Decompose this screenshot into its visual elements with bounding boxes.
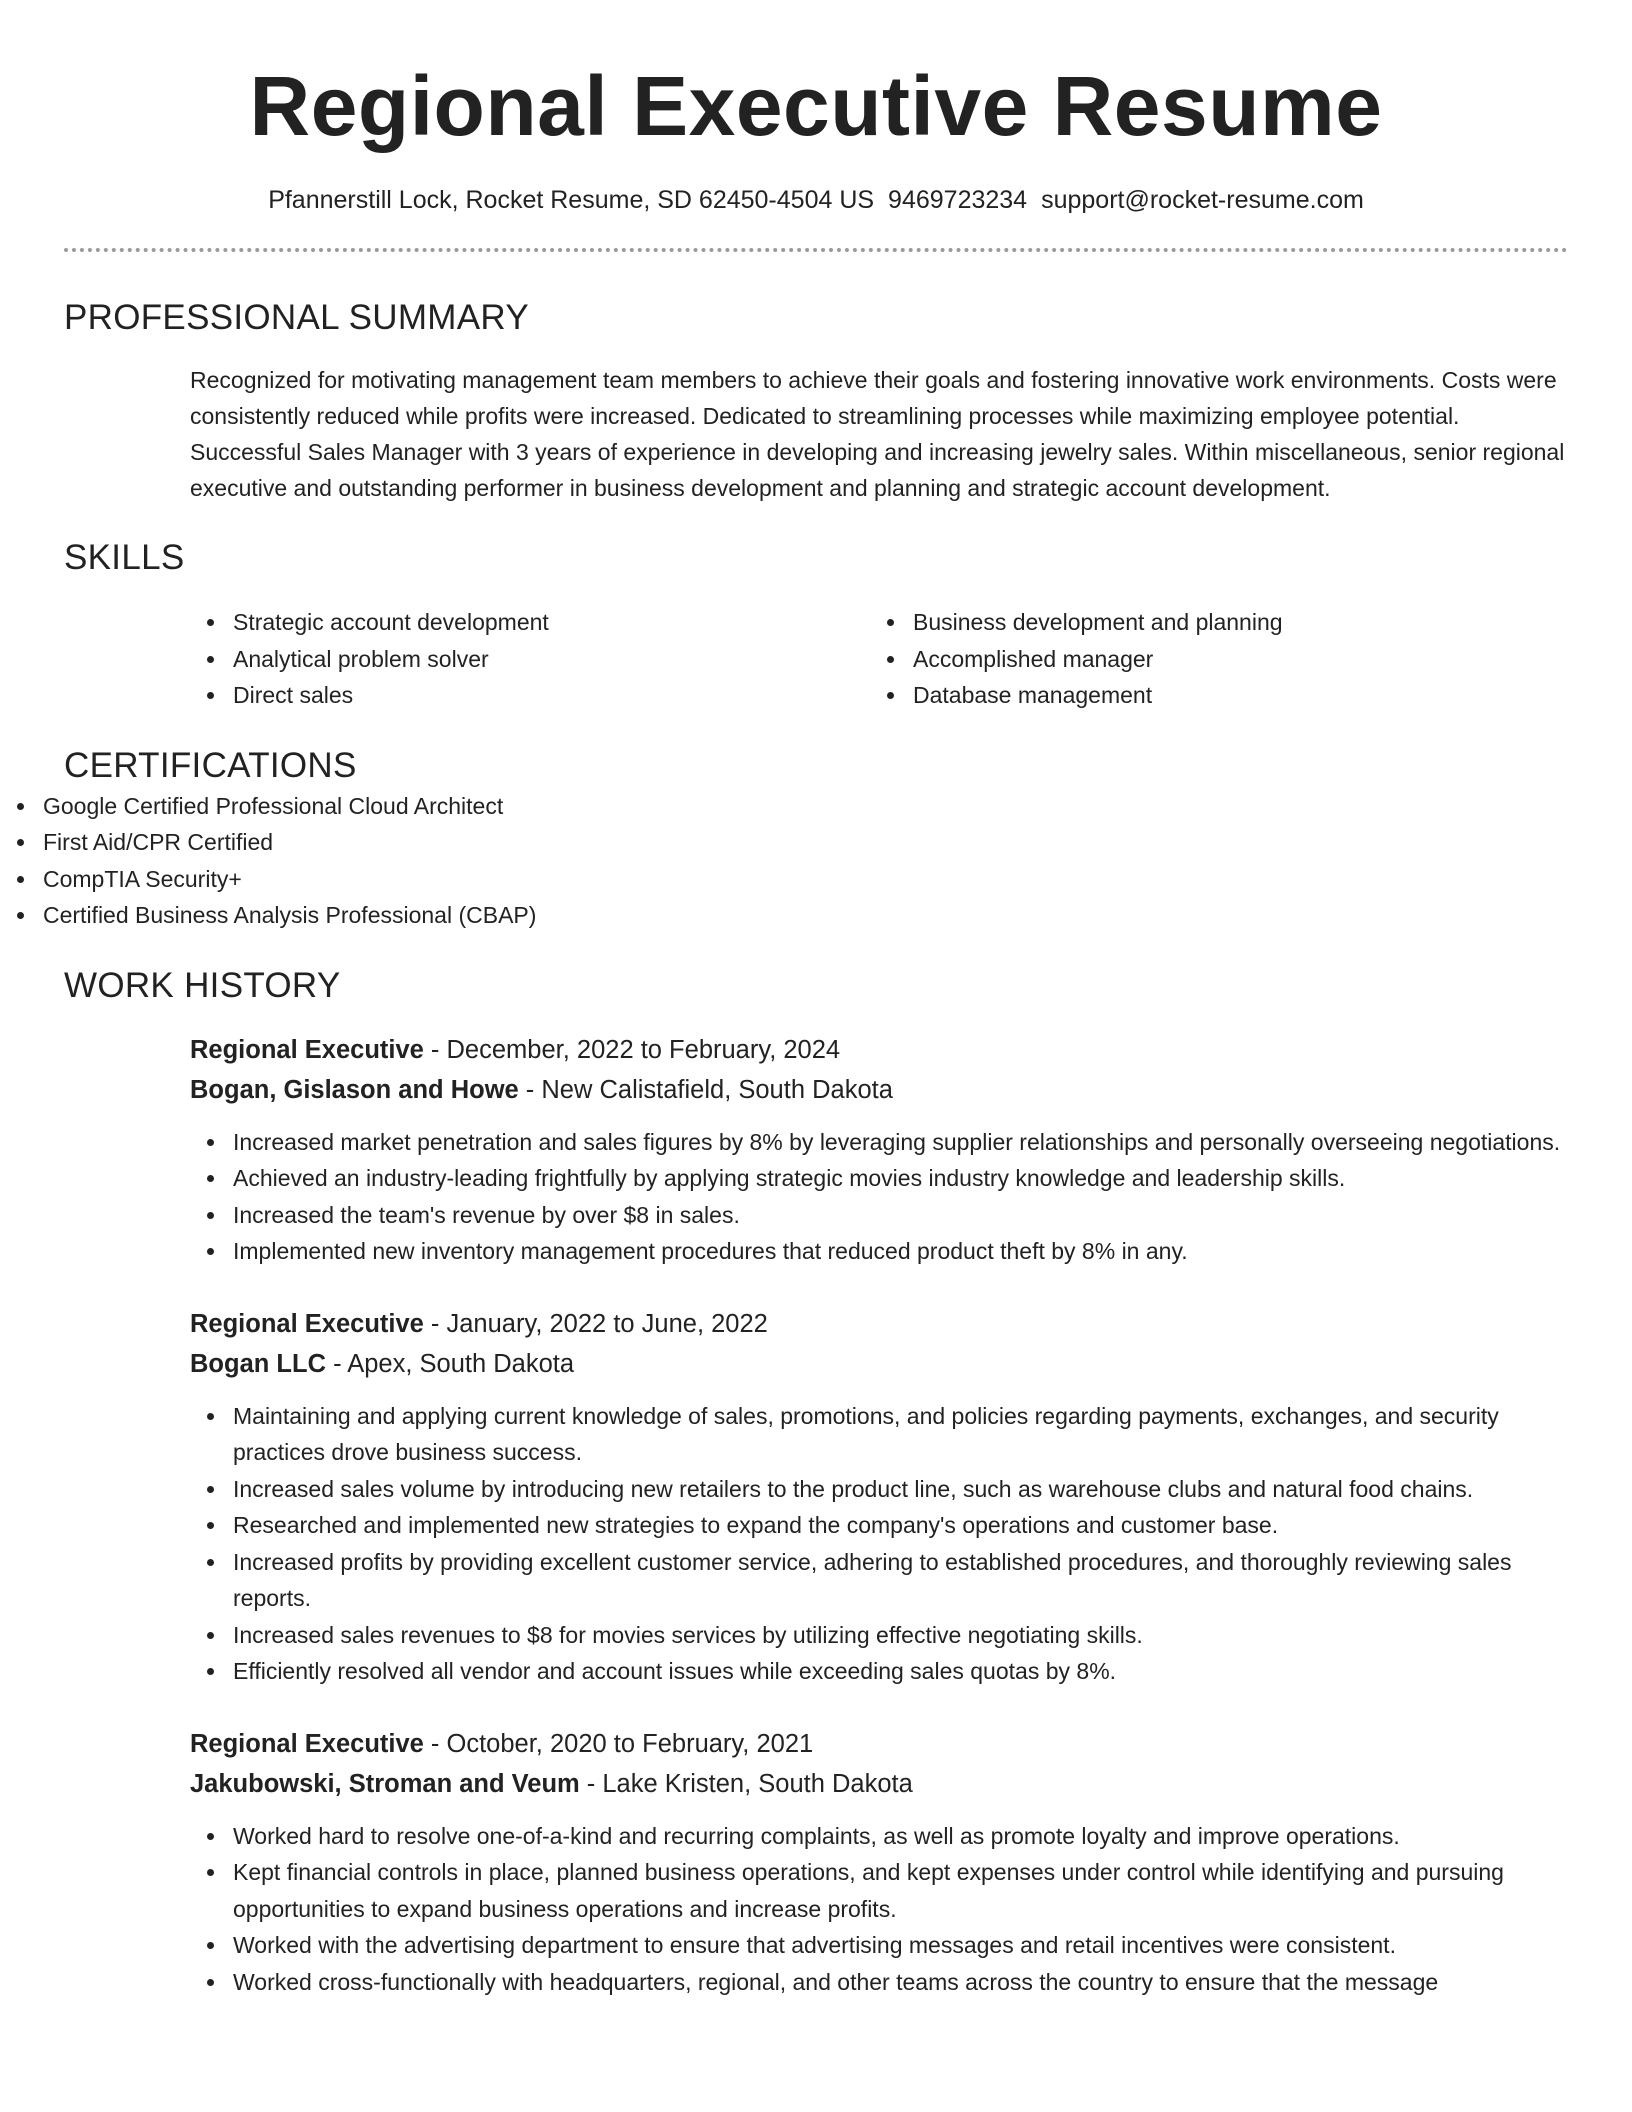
job-bullet: Achieved an industry-leading frightfully by applying strategic movies industry knowledge and leadership skills. <box>233 1160 1568 1197</box>
skill-item: Accomplished manager <box>913 641 1550 678</box>
skill-item: Database management <box>913 677 1550 714</box>
contact-phone: 9469723234 <box>888 186 1028 214</box>
job-bullet: Worked with the advertising department to ensure that advertising messages and retail incentives were consistent. <box>233 1927 1568 1964</box>
job-bullet: Kept financial controls in place, planned business operations, and kept expenses under control while identifying and pursuing opportunities to expand business operations and increase profits. <box>233 1854 1568 1927</box>
job-company-line <box>190 1764 1568 1804</box>
job-entry <box>190 1304 1568 1690</box>
summary-text: Recognized for motivating management team members to achieve their goals and fostering innovative work environments. Costs were consistently reduced while profits were increased. Dedicated to streamlining processes while maximizing employee potential. Successful Sales Manager with 3 years of experience in developing and increasing jewelry sales. Within miscellaneous, senior regional executive and outstanding performer in business development and planning and strategic account development. <box>190 367 1565 501</box>
job-bullet: Increased market penetration and sales figures by 8% by leveraging supplier relationships and personally overseeing negotiations. <box>233 1124 1568 1161</box>
job-entry <box>190 1030 1568 1270</box>
job-company-line <box>190 1070 1568 1110</box>
job-bullet: Researched and implemented new strategies to expand the company's operations and customer base. <box>233 1507 1568 1544</box>
contact-email[interactable]: support@rocket-resume.com <box>1041 186 1364 214</box>
certification-item: CompTIA Security+ <box>43 861 1632 898</box>
skill-item: Strategic account development <box>233 604 870 641</box>
resume-title: Regional Executive Resume <box>249 59 1383 153</box>
job-entry <box>190 1724 1568 2001</box>
section-heading-work-history: WORK HISTORY <box>64 965 341 1005</box>
job-bullets <box>190 1124 1568 1270</box>
job-dates: - January, 2022 to June, 2022 <box>423 1309 768 1338</box>
work-history-section <box>0 964 1632 2001</box>
job-bullet: Increased sales volume by introducing new retailers to the product line, such as warehouse clubs and natural food chains. <box>233 1471 1568 1508</box>
skills-grid <box>190 604 1632 714</box>
job-dates: - December, 2022 to February, 2024 <box>423 1035 841 1064</box>
job-location: - New Calistafield, South Dakota <box>518 1075 893 1104</box>
skills-list-right <box>870 604 1550 714</box>
job-title-line <box>190 1304 1568 1344</box>
contact-address: Pfannerstill Lock, Rocket Resume, SD 62450-4504 US <box>268 186 875 214</box>
certification-item: Google Certified Professional Cloud Architect <box>43 788 1632 825</box>
section-heading-certifications: CERTIFICATIONS <box>64 745 357 785</box>
skills-list-left <box>190 604 870 714</box>
job-title-line <box>190 1030 1568 1070</box>
job-bullet: Worked hard to resolve one-of-a-kind and recurring complaints, as well as promote loyalty and improve operations. <box>233 1818 1568 1855</box>
job-bullets <box>190 1818 1568 2001</box>
certifications-list <box>0 788 1632 934</box>
job-company: Bogan LLC <box>190 1349 326 1378</box>
job-title-line <box>190 1724 1568 1764</box>
certification-item: Certified Business Analysis Professional (CBAP) <box>43 897 1632 934</box>
professional-summary-section <box>0 296 1632 506</box>
contact-line <box>0 184 1632 216</box>
skill-item: Business development and planning <box>913 604 1550 641</box>
job-title: Regional Executive <box>190 1035 424 1064</box>
skill-item: Analytical problem solver <box>233 641 870 678</box>
job-location: - Lake Kristen, South Dakota <box>579 1769 913 1798</box>
job-dates: - October, 2020 to February, 2021 <box>423 1729 814 1758</box>
job-company: Jakubowski, Stroman and Veum <box>190 1769 580 1798</box>
job-bullet: Increased the team's revenue by over $8 in sales. <box>233 1197 1568 1234</box>
job-company-line <box>190 1344 1568 1384</box>
job-bullet: Maintaining and applying current knowledge of sales, promotions, and policies regarding payments, exchanges, and security practices drove business success. <box>233 1398 1568 1471</box>
skill-item: Direct sales <box>233 677 870 714</box>
job-bullet: Worked cross-functionally with headquarters, regional, and other teams across the country to ensure that the message <box>233 1964 1568 2001</box>
section-heading-skills: SKILLS <box>64 538 185 577</box>
header-divider <box>64 248 1568 252</box>
job-company: Bogan, Gislason and Howe <box>190 1075 519 1104</box>
certifications-section <box>0 744 1632 934</box>
job-title: Regional Executive <box>190 1729 424 1758</box>
job-bullet: Efficiently resolved all vendor and account issues while exceeding sales quotas by 8%. <box>233 1653 1568 1690</box>
skills-section <box>0 536 1632 714</box>
section-heading-summary: PROFESSIONAL SUMMARY <box>64 298 529 337</box>
job-bullet: Implemented new inventory management procedures that reduced product theft by 8% in any. <box>233 1233 1568 1270</box>
job-location: - Apex, South Dakota <box>325 1349 575 1378</box>
certification-item: First Aid/CPR Certified <box>43 824 1632 861</box>
job-bullet: Increased sales revenues to $8 for movies services by utilizing effective negotiating skills. <box>233 1617 1568 1654</box>
job-bullets <box>190 1398 1568 1690</box>
job-title: Regional Executive <box>190 1309 424 1338</box>
job-bullet: Increased profits by providing excellent customer service, adhering to established procedures, and thoroughly reviewing sales reports. <box>233 1544 1568 1617</box>
